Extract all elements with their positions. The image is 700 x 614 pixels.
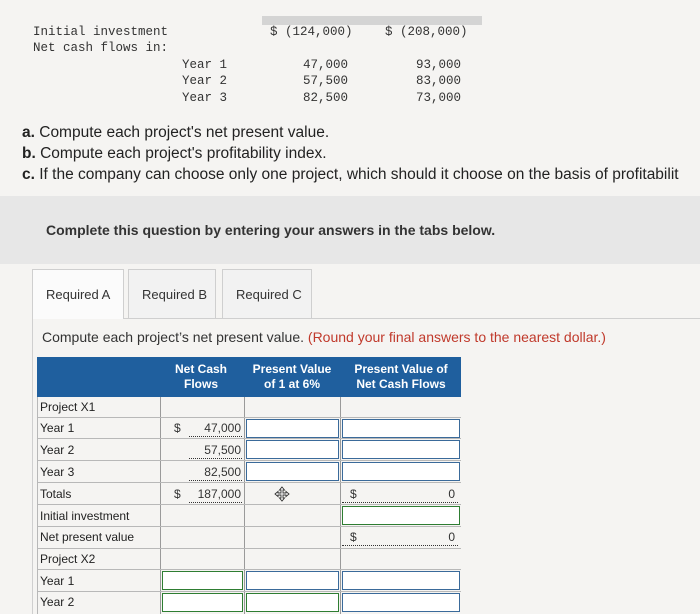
cash-year1: 47,000 (204, 421, 241, 435)
row-line (37, 460, 461, 461)
row-label: Year 3 (40, 465, 75, 479)
dotted-underline (189, 480, 242, 481)
initial-investment-input[interactable] (342, 506, 460, 525)
cash-x2-year2[interactable] (162, 593, 243, 612)
cash-year2: 57,500 (204, 443, 241, 457)
row-label: Project X1 (40, 400, 96, 414)
x2-year2: 83,000 (415, 74, 461, 88)
col-divider-1 (160, 397, 161, 614)
row-label: Project X2 (40, 552, 96, 566)
dotted-underline (189, 458, 242, 459)
dotted-underline (342, 545, 458, 546)
row-line (37, 438, 461, 439)
year3-label: Year 3 (182, 91, 228, 105)
x1-year3: 82,500 (302, 91, 348, 105)
rounding-note: (Round your final answers to the nearest dollar.) (307, 329, 606, 345)
row-line (37, 482, 461, 483)
row-line (37, 526, 461, 527)
instructions-text: Complete this question by entering your answers in the tabs below. (46, 222, 496, 238)
row-line (37, 591, 461, 592)
pv-factor-x2-year2[interactable] (246, 593, 339, 612)
pv-cash-x1-year1[interactable] (342, 419, 460, 438)
x2-initial: $ (208,000) (385, 25, 468, 39)
row-line (37, 548, 461, 549)
initial-investment-label: Initial investment (33, 25, 169, 39)
x2-year1: 93,000 (415, 58, 461, 72)
col-pv-of-1: Present Value of 1 at 6% (252, 362, 332, 391)
x2-year3: 73,000 (415, 91, 461, 105)
row-label: Initial investment (40, 509, 130, 523)
pv-factor-x2-year1[interactable] (246, 571, 339, 590)
dotted-underline (189, 436, 242, 437)
x1-initial: $ (124,000) (270, 25, 353, 39)
tab-required-b[interactable]: Required B (128, 269, 216, 319)
pv-cash-x2-year1[interactable] (342, 571, 460, 590)
row-label: Year 1 (40, 574, 75, 588)
year1-label: Year 1 (182, 58, 228, 72)
pv-cash-x2-year2[interactable] (342, 593, 460, 612)
tab-required-c[interactable]: Required C (222, 269, 312, 319)
pv-total: 0 (448, 487, 455, 501)
prompt: Compute each project’s net present value. (Round your final answers to the nearest dollar.) (42, 329, 606, 345)
col-net-cash-flows: Net Cash Flows (174, 362, 227, 391)
tab-divider (124, 318, 700, 319)
row-label: Year 1 (40, 421, 75, 435)
npv-value: 0 (448, 530, 455, 544)
pv-cash-x1-year3[interactable] (342, 462, 460, 481)
row-label: Net present value (40, 530, 135, 544)
x1-year2: 57,500 (302, 74, 348, 88)
cash-total: 187,000 (197, 487, 241, 501)
currency-sign: $ (174, 421, 181, 435)
pv-factor-x1-year3[interactable] (246, 462, 339, 481)
dotted-underline (189, 502, 242, 503)
cash-year3: 82,500 (204, 465, 241, 479)
currency-sign: $ (174, 487, 181, 501)
row-label: Year 2 (40, 595, 75, 609)
question-a: a. Compute each project's net present value. (22, 124, 330, 141)
currency-sign: $ (350, 530, 357, 544)
question-b: b. Compute each project's profitability index. (22, 145, 327, 162)
tab-required-a[interactable]: Required A (32, 269, 124, 319)
project-header-band (262, 16, 482, 25)
question-c: c. If the company can choose only one project, which should it choose on the basis of profitabilit (22, 166, 679, 183)
row-label: Totals (40, 487, 72, 501)
col-pv-cash-flows: Present Value of Net Cash Flows (354, 362, 448, 391)
panel-border (32, 318, 33, 614)
col-divider-3 (340, 397, 341, 614)
row-line (37, 417, 461, 418)
year2-label: Year 2 (182, 74, 228, 88)
dotted-underline (342, 502, 458, 503)
pv-cash-x1-year2[interactable] (342, 440, 460, 459)
pv-factor-x1-year2[interactable] (246, 440, 339, 459)
pv-factor-x1-year1[interactable] (246, 419, 339, 438)
row-line (37, 569, 461, 570)
col-divider-2 (244, 397, 245, 614)
move-cursor-icon (274, 486, 290, 502)
x1-year1: 47,000 (302, 58, 348, 72)
row-label: Year 2 (40, 443, 75, 457)
currency-sign: $ (350, 487, 357, 501)
net-cash-flows-label: Net cash flows in: (33, 41, 169, 55)
row-line (37, 504, 461, 505)
cash-x2-year1[interactable] (162, 571, 243, 590)
table-left-border (37, 397, 38, 614)
